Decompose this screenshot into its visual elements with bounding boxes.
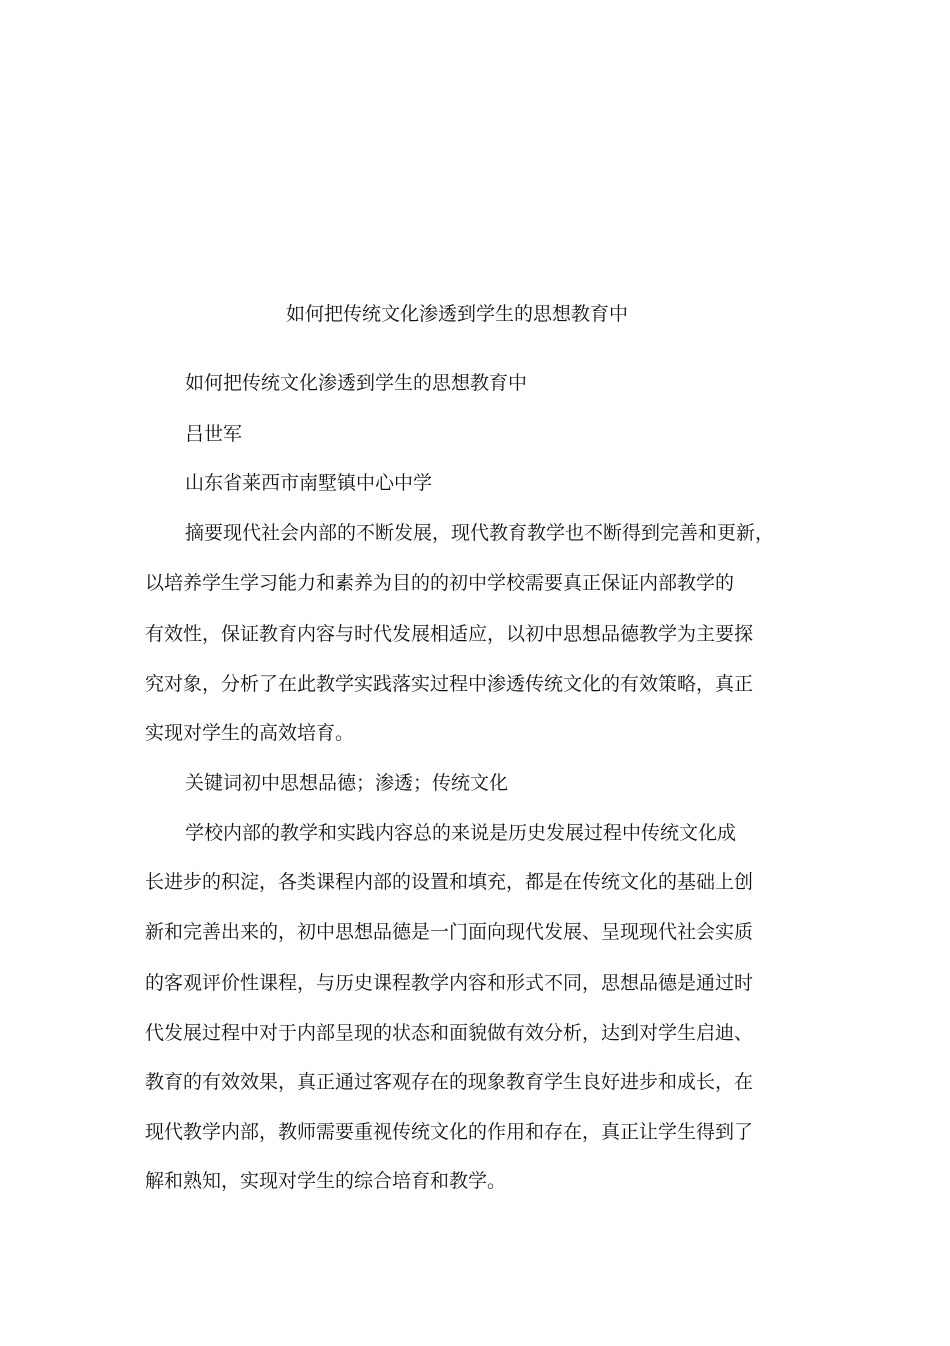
document-title: 如何把传统文化渗透到学生的思想教育中	[285, 303, 628, 325]
article-subtitle: 如何把传统文化渗透到学生的思想教育中	[185, 372, 528, 394]
paragraph-line: 的客观评价性课程，与历史课程教学内容和形式不同，思想品德是通过时	[145, 972, 754, 994]
paragraph-line: 代发展过程中对于内部呈现的状态和面貌做有效分析，达到对学生启迪、	[145, 1022, 754, 1044]
abstract-line: 究对象，分析了在此教学实践落实过程中渗透传统文化的有效策略，真正	[145, 673, 754, 695]
abstract-line: 摘要现代社会内部的不断发展，现代教育教学也不断得到完善和更新，	[185, 522, 775, 544]
author-affiliation: 山东省莱西市南墅镇中心中学	[185, 472, 433, 494]
author-name: 吕世军	[185, 423, 243, 445]
paragraph-line: 教育的有效效果，真正通过客观存在的现象教育学生良好进步和成长，在	[145, 1071, 754, 1093]
paragraph-line: 现代教学内部，教师需要重视传统文化的作用和存在，真正让学生得到了	[145, 1121, 754, 1143]
paragraph-line: 学校内部的教学和实践内容总的来说是历史发展过程中传统文化成	[185, 822, 737, 844]
keywords-line: 关键词初中思想品德；渗透；传统文化	[185, 772, 509, 794]
paragraph-line: 解和熟知，实现对学生的综合培育和教学。	[145, 1170, 507, 1192]
abstract-line: 以培养学生学习能力和素养为目的的初中学校需要真正保证内部教学的	[145, 572, 735, 594]
paragraph-line: 长进步的积淀，各类课程内部的设置和填充，都是在传统文化的基础上创	[145, 871, 754, 893]
paragraph-line: 新和完善出来的，初中思想品德是一门面向现代发展、呈现现代社会实质	[145, 921, 754, 943]
abstract-line: 有效性，保证教育内容与时代发展相适应，以初中思想品德教学为主要探	[145, 623, 754, 645]
abstract-line: 实现对学生的高效培育。	[145, 722, 355, 744]
